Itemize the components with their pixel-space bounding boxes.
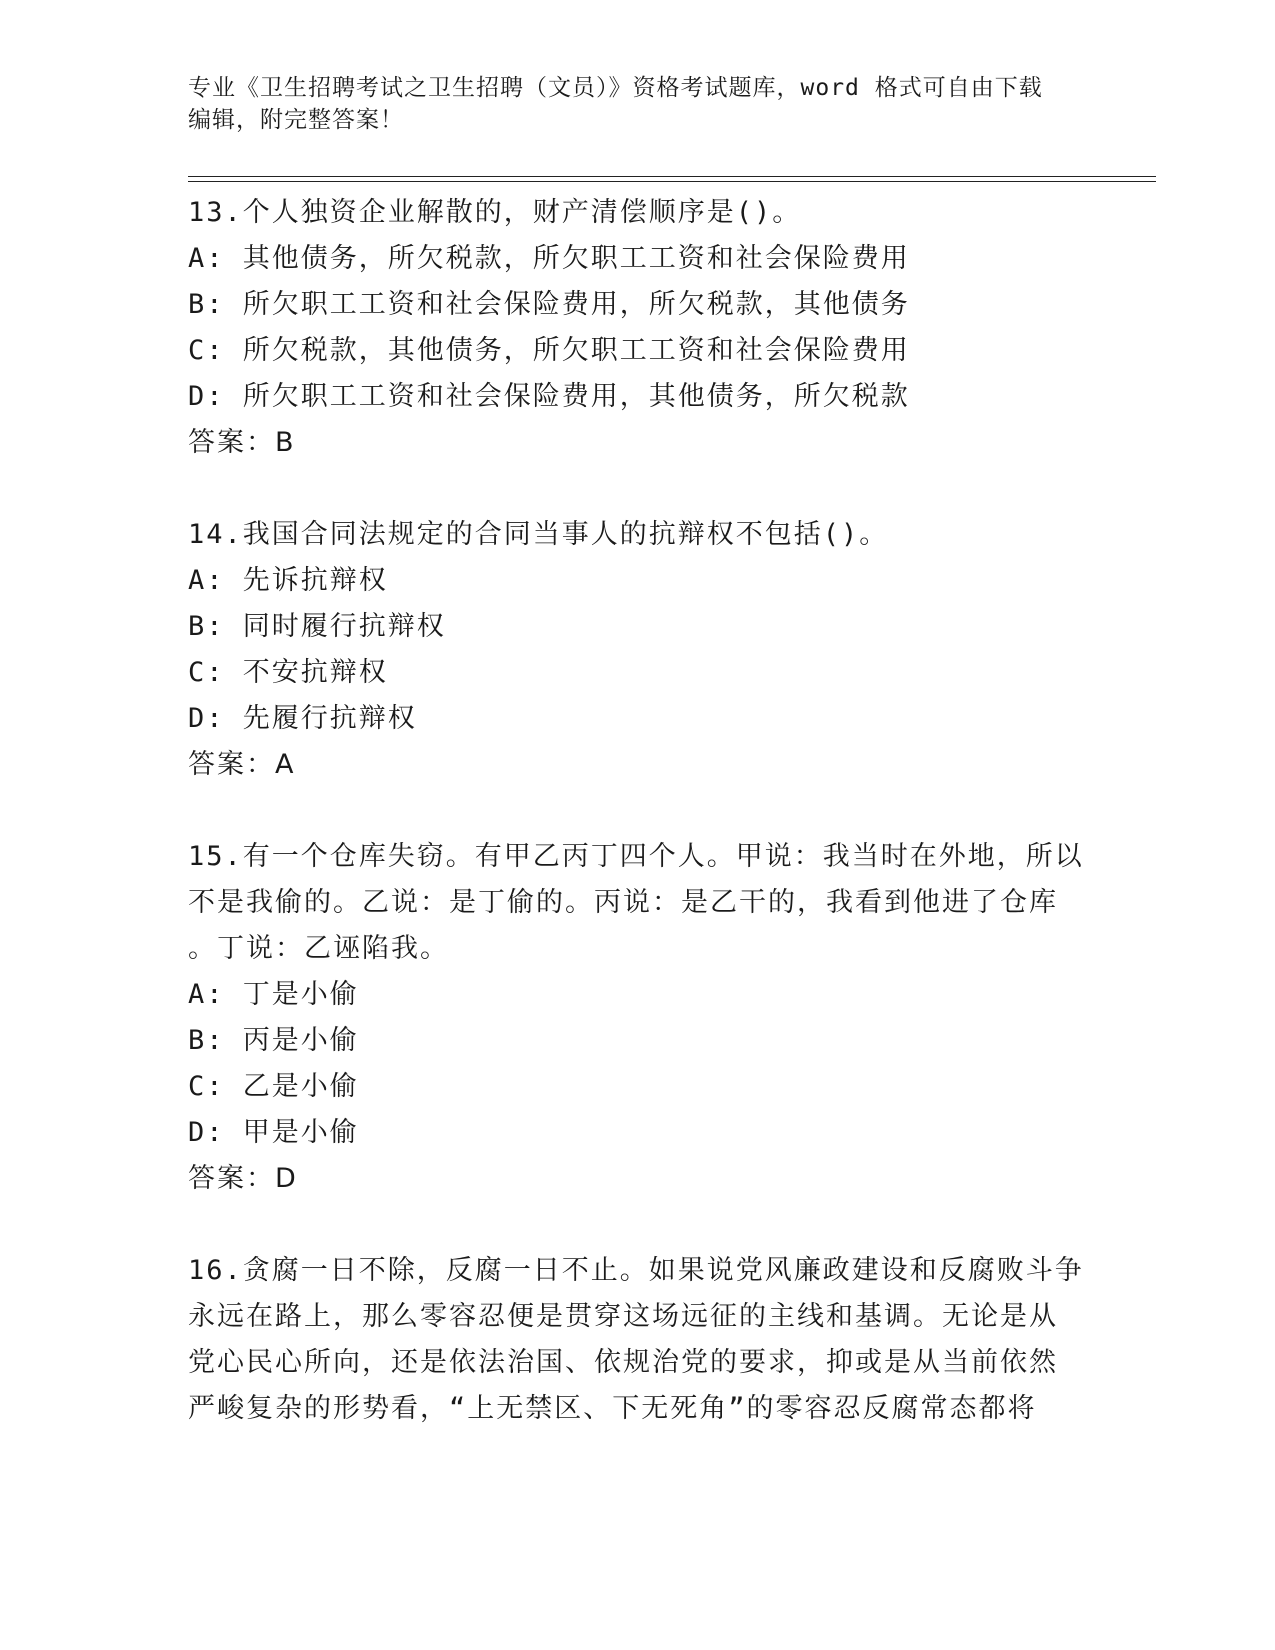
question-stem-line-4: 严峻复杂的形势看，“上无禁区、下无死角”的零容忍反腐常态都将: [188, 1393, 1037, 1424]
question-list: [188, 190, 1088, 1432]
option-a: A: 丁是小偷: [188, 979, 359, 1010]
header-line-1: 专业《卫生招聘考试之卫生招聘（文员）》资格考试题库，word 格式可自由下载: [188, 75, 1043, 101]
option-a: A: 其他债务，所欠税款，所欠职工工资和社会保险费用: [188, 243, 910, 274]
option-d: D: 先履行抗辩权: [188, 703, 417, 734]
question-stem-line-3: 党心民心所向，还是依法治国、依规治党的要求，抑或是从当前依然: [188, 1347, 1058, 1378]
option-d: D: 甲是小偷: [188, 1117, 359, 1148]
answer-line: 答案：A: [188, 749, 296, 780]
option-c: C: 所欠税款，其他债务，所欠职工工资和社会保险费用: [188, 335, 910, 366]
option-b: B: 所欠职工工资和社会保险费用，所欠税款，其他债务: [188, 289, 910, 320]
header-double-rule: [188, 176, 1156, 182]
question-stem-line-2: 不是我偷的。乙说：是丁偷的。丙说：是乙干的，我看到他进了仓库: [188, 887, 1058, 918]
question-14: [188, 512, 1088, 788]
question-13: [188, 190, 1088, 466]
answer-line: 答案：B: [188, 427, 296, 458]
question-16: [188, 1248, 1088, 1432]
option-c: C: 乙是小偷: [188, 1071, 359, 1102]
question-stem: 13.个人独资企业解散的，财产清偿顺序是()。: [188, 197, 802, 228]
question-stem-line-3: 。丁说：乙诬陷我。: [188, 933, 449, 964]
question-stem-line-1: 15.有一个仓库失窃。有甲乙丙丁四个人。甲说：我当时在外地，所以: [188, 841, 1084, 872]
answer-line: 答案：D: [188, 1163, 298, 1194]
option-d: D: 所欠职工工资和社会保险费用，其他债务，所欠税款: [188, 381, 910, 412]
option-a: A: 先诉抗辩权: [188, 565, 388, 596]
option-b: B: 同时履行抗辩权: [188, 611, 446, 642]
option-c: C: 不安抗辩权: [188, 657, 388, 688]
option-b: B: 丙是小偷: [188, 1025, 359, 1056]
header-line-2: 编辑，附完整答案！: [188, 107, 404, 133]
document-header: [188, 72, 1088, 136]
question-stem-line-1: 16.贪腐一日不除，反腐一日不止。如果说党风廉政建设和反腐败斗争: [188, 1255, 1084, 1286]
question-stem-line-2: 永远在路上，那么零容忍便是贯穿这场远征的主线和基调。无论是从: [188, 1301, 1058, 1332]
question-15: [188, 834, 1088, 1202]
question-stem: 14.我国合同法规定的合同当事人的抗辩权不包括()。: [188, 519, 889, 550]
